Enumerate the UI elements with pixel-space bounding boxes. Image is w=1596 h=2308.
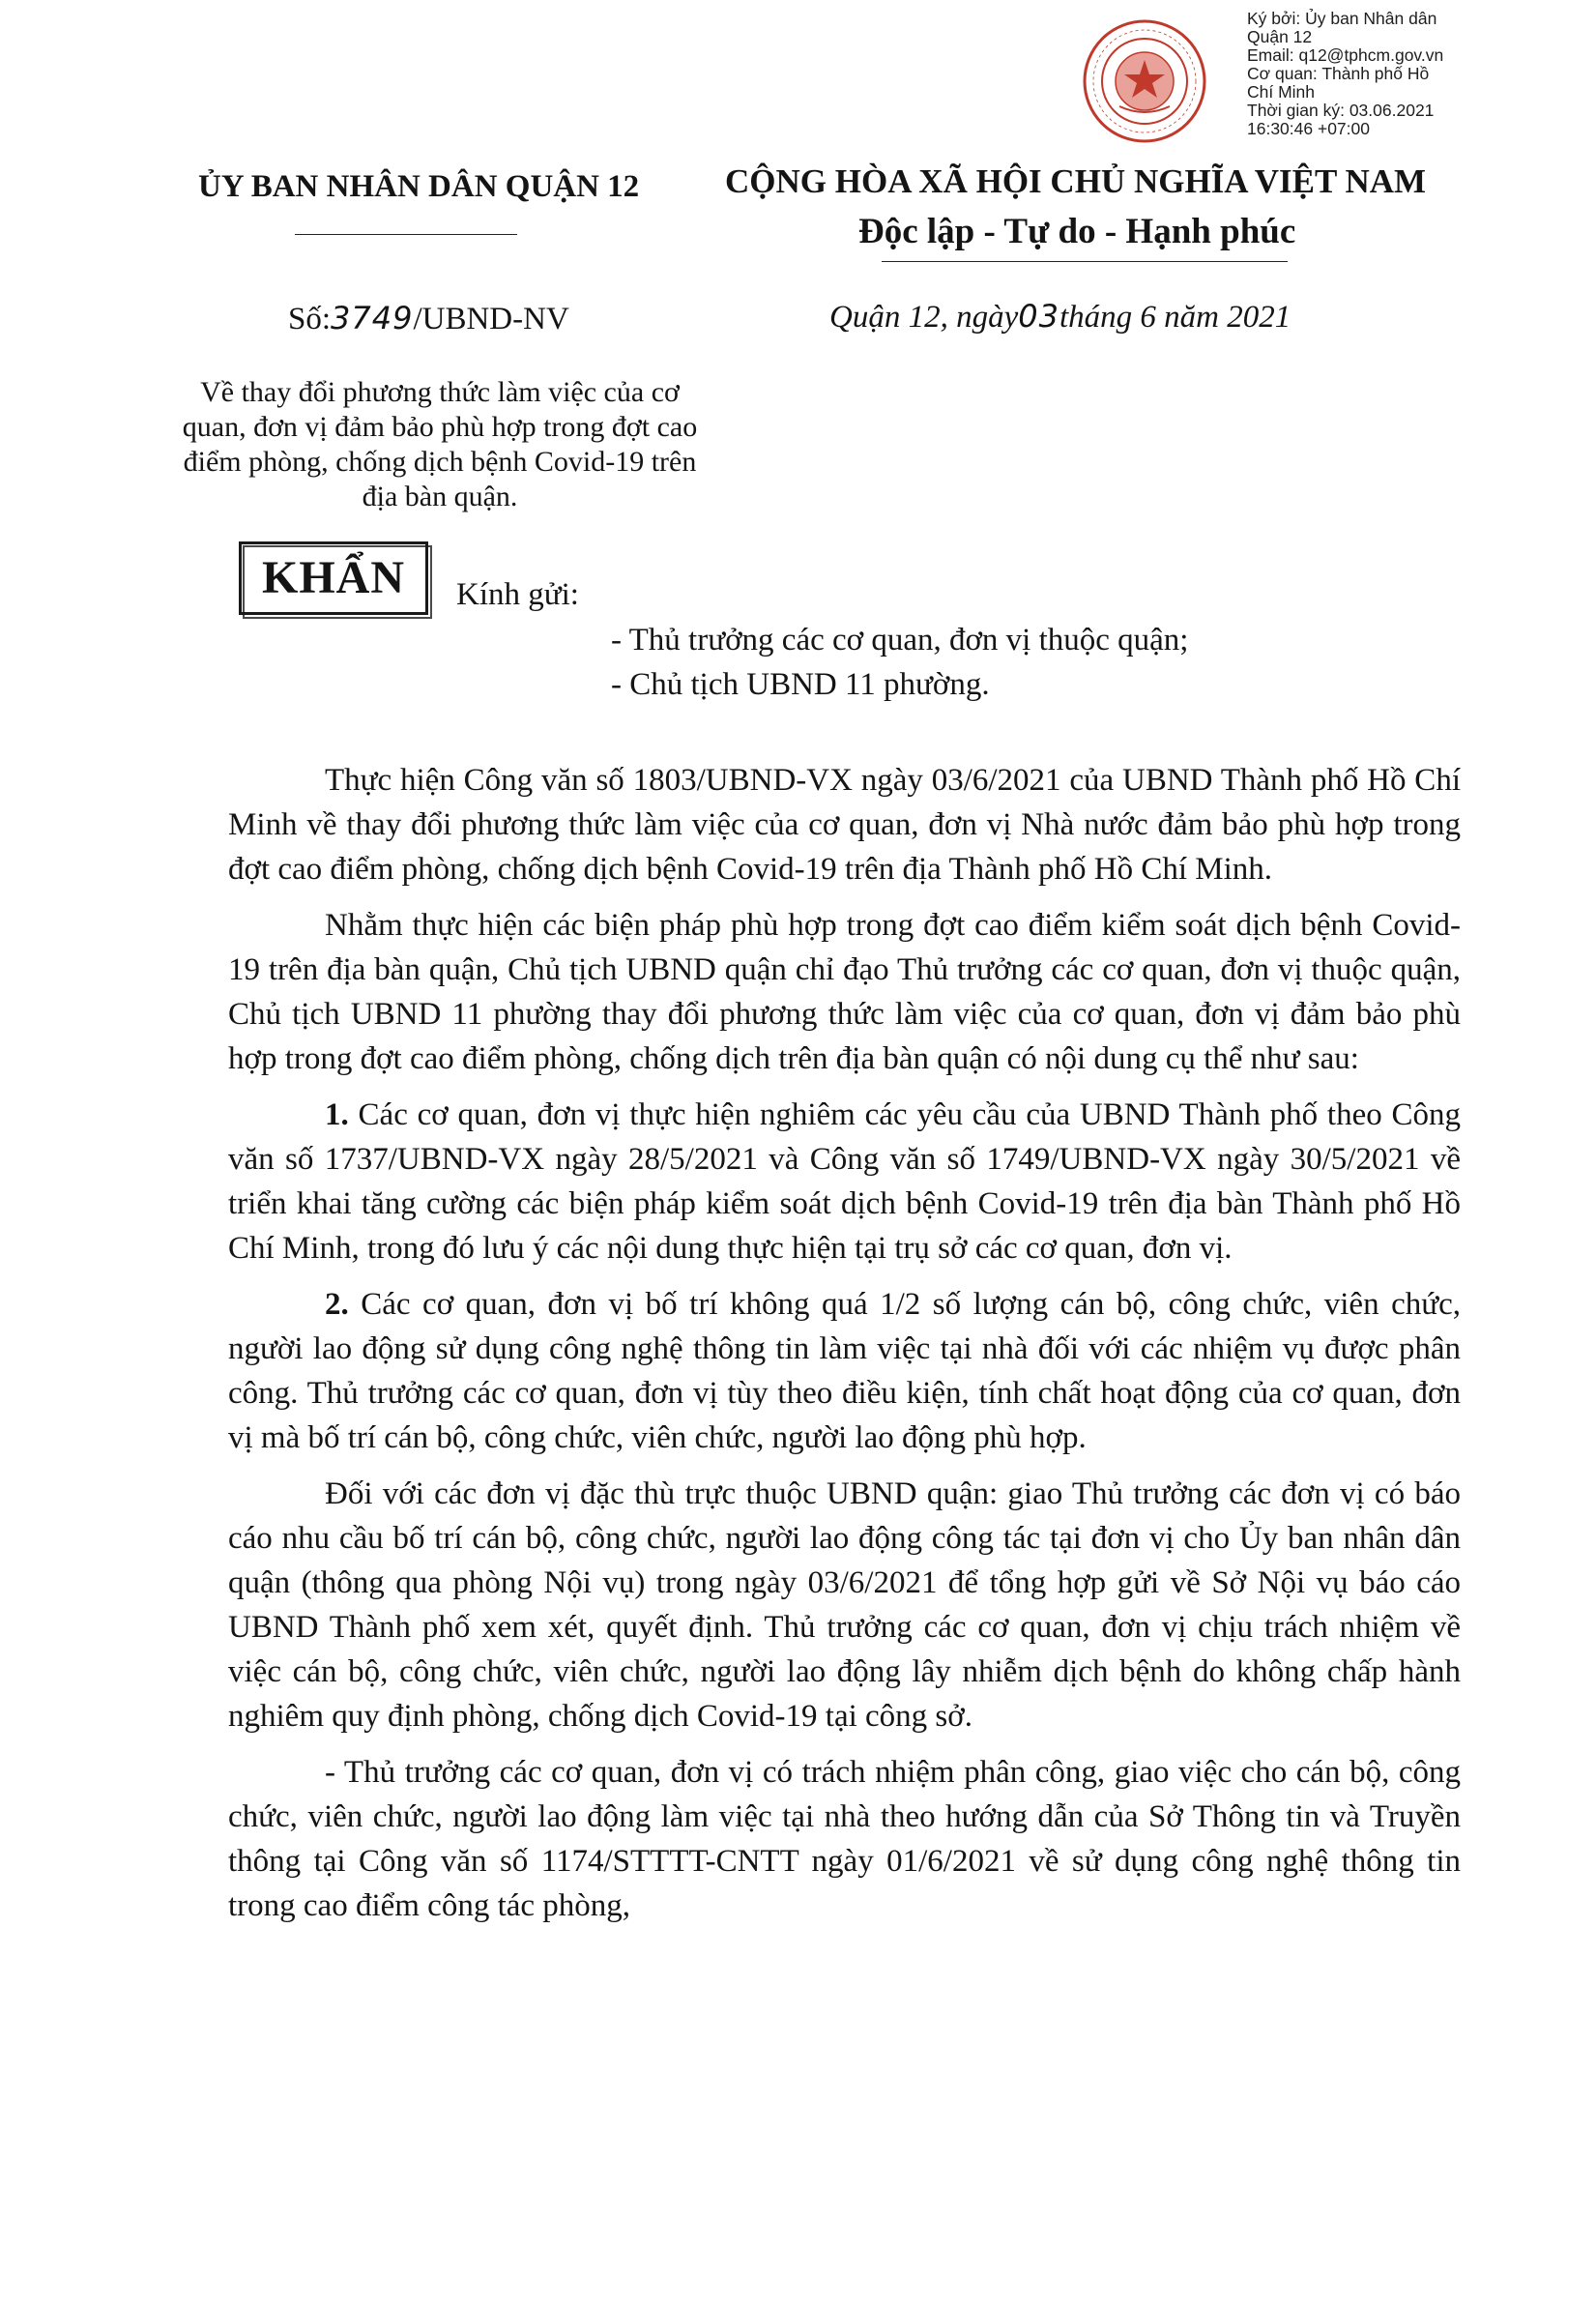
document-number [288, 300, 569, 337]
signature-line: Cơ quan: Thành phố Hồ [1247, 64, 1430, 83]
signature-line: Quận 12 [1247, 27, 1313, 46]
doc-number-prefix: Số: [288, 302, 332, 336]
red-seal-emblem [1081, 17, 1208, 145]
body-paragraph: Đối với các đơn vị đặc thù trực thuộc UBND quận: giao Thủ trưởng các đơn vị có báo cáo nhu cầu bố trí cán bộ, công chức, người lao động công tác tại đơn vị cho Ủy ban nhân dân quận (thông qua phòng Nội vụ) trong ngày 03/6/2021 để tổng hợp gửi về Sở Nội vụ báo cáo UBND Thành phố xem xét, quyết định. Thủ trưởng các cơ quan, đơn vị chịu trách nhiệm về việc cán bộ, công chức, viên chức, người lao động lây nhiễm dịch bệnh do không chấp hành nghiêm quy định phòng, chống dịch Covid-19 tại công sở. [228, 1476, 1461, 1734]
issuing-organization: ỦY BAN NHÂN DÂN QUẬN 12 [198, 169, 640, 204]
organization-underline [295, 234, 517, 235]
national-motto: Độc lập - Tự do - Hạnh phúc [858, 212, 1296, 251]
urgent-stamp [239, 541, 428, 615]
item-number: 1. [325, 1097, 349, 1132]
signature-line: Ký bởi: Ủy ban Nhân dân [1247, 9, 1437, 28]
signature-line: Email: q12@tphcm.gov.vn [1247, 45, 1444, 65]
doc-number-handwritten: 3749 [331, 300, 414, 336]
motto-underline [882, 261, 1288, 262]
signature-line: 16:30:46 +07:00 [1247, 119, 1370, 138]
body-paragraph-item-2 [228, 1282, 1461, 1460]
doc-number-suffix: /UBND-NV [413, 302, 569, 336]
signature-line: Thời gian ký: 03.06.2021 [1247, 101, 1435, 120]
body-paragraph-item-1 [228, 1093, 1461, 1271]
document-body [228, 758, 1461, 1940]
date-day-handwritten: 03 [1018, 298, 1059, 335]
item-text: Các cơ quan, đơn vị thực hiện nghiêm các yêu cầu của UBND Thành phố theo Công văn số 1737/UBND-VX ngày 28/5/2021 và Công văn số 1749/UBND-VX ngày 30/5/2021 về triển khai tăng cường các biện pháp kiểm soát dịch bệnh Covid-19 trên địa bàn Thành phố Hồ Chí Minh, trong đó lưu ý các nội dung thực hiện tại trụ sở các cơ quan, đơn vị. [228, 1097, 1462, 1266]
urgent-stamp-text: KHẨN [262, 552, 405, 603]
issue-date [829, 298, 1291, 336]
date-rest: tháng 6 năm 2021 [1059, 300, 1291, 335]
recipient-item: - Chủ tịch UBND 11 phường. [611, 667, 990, 702]
document-subject: Về thay đổi phương thức làm việc của cơ quan, đơn vị đảm bảo phù hợp trong đợt cao điểm phòng, chống dịch bệnh Covid-19 trên địa bàn quận. [182, 376, 698, 512]
body-paragraph: Thực hiện Công văn số 1803/UBND-VX ngày 03/6/2021 của UBND Thành phố Hồ Chí Minh về thay đổi phương thức làm việc của cơ quan, đơn vị Nhà nước đảm bảo phù hợp trong đợt cao điểm phòng, chống dịch bệnh Covid-19 trên địa Thành phố Hồ Chí Minh. [228, 763, 1461, 887]
item-text: Các cơ quan, đơn vị bố trí không quá 1/2 số lượng cán bộ, công chức, viên chức, người lao động sử dụng công nghệ thông tin làm việc tại nhà đối với các nhiệm vụ được phân công. Thủ trưởng các cơ quan, đơn vị tùy theo điều kiện, tính chất hoạt động của cơ quan, đơn vị mà bố trí cán bộ, công chức, viên chức, người lao động phù hợp. [228, 1287, 1461, 1455]
recipient-item: - Thủ trưởng các cơ quan, đơn vị thuộc quận; [611, 623, 1189, 657]
date-place: Quận 12, ngày [829, 300, 1019, 335]
digital-signature-info [1247, 10, 1585, 138]
body-paragraph: - Thủ trưởng các cơ quan, đơn vị có trách nhiệm phân công, giao việc cho cán bộ, công chức, viên chức, người lao động làm việc tại nhà theo hướng dẫn của Sở Thông tin và Truyền thông tại Công văn số 1174/STTTT-CNTT ngày 01/6/2021 về sử dụng công nghệ thông tin trong cao điểm công tác phòng, [228, 1755, 1461, 1923]
recipients-label: Kính gửi: [456, 577, 579, 612]
body-paragraph: Nhằm thực hiện các biện pháp phù hợp trong đợt cao điểm kiểm soát dịch bệnh Covid-19 trên địa bàn quận, Chủ tịch UBND quận chỉ đạo Thủ trưởng các cơ quan, đơn vị thuộc quận, Chủ tịch UBND 11 phường thay đổi phương thức làm việc của cơ quan, đơn vị đảm bảo phù hợp trong đợt cao điểm phòng, chống dịch trên địa bàn quận có nội dung cụ thể như sau: [228, 908, 1461, 1076]
item-number: 2. [325, 1287, 349, 1322]
national-title: CỘNG HÒA XÃ HỘI CHỦ NGHĨA VIỆT NAM [725, 162, 1427, 200]
signature-line: Chí Minh [1247, 82, 1316, 102]
